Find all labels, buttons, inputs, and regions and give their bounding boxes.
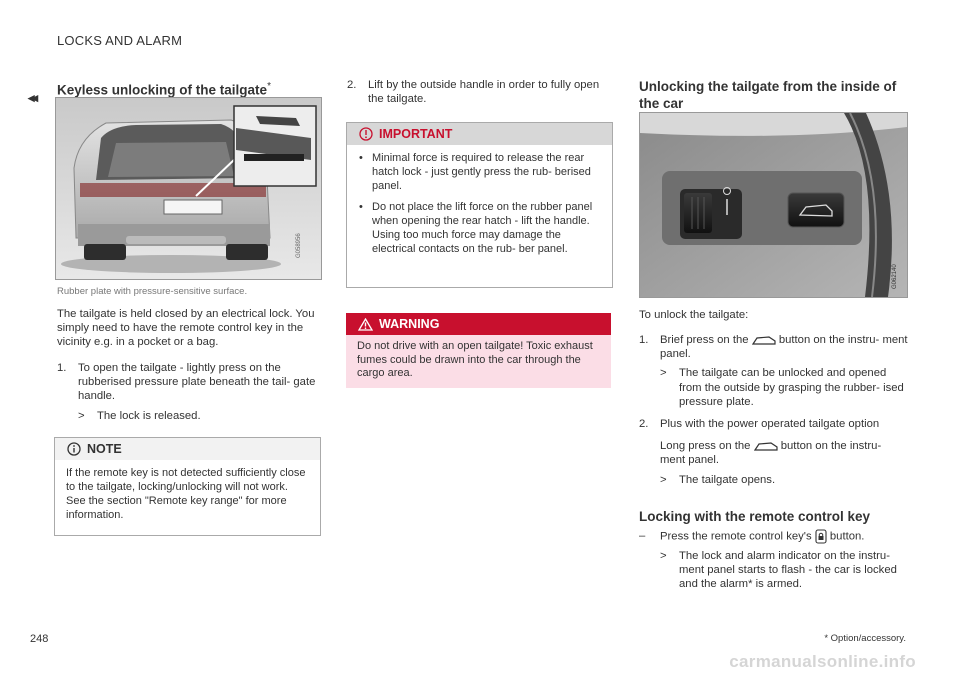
photo-code: G058956 [296, 233, 302, 258]
step-item [639, 529, 909, 592]
key-lock-icon [815, 529, 827, 544]
important-label: IMPORTANT [379, 127, 453, 141]
step-text-post: button. [829, 530, 865, 543]
step-text: Plus with the power operated tailgate option [660, 418, 880, 431]
result-arrow-icon: > [78, 409, 85, 422]
watermark: carmanualsonline.info [729, 652, 916, 671]
warning-box [346, 313, 611, 388]
tailgate-car-icon [752, 335, 776, 346]
step-result [660, 473, 909, 487]
step-number: 1. [639, 334, 649, 346]
step-number: 2. [347, 79, 357, 91]
info-circle-icon [67, 442, 81, 456]
important-list [347, 145, 612, 256]
bullet: • [359, 201, 363, 213]
warning-label: WARNING [379, 317, 440, 331]
step-text-post: button on the instru- ment panel. [660, 440, 882, 467]
step-result [660, 366, 909, 409]
section-title-text: Unlocking the tailgate from the inside of the car [639, 79, 897, 111]
warning-header [346, 313, 611, 335]
important-circle-icon [359, 127, 373, 141]
step-list-3 [639, 333, 909, 493]
car-rear-illustration [56, 98, 321, 279]
result-arrow-icon: > [660, 367, 667, 380]
step-item [57, 361, 319, 423]
result-arrow-icon: > [660, 550, 667, 562]
warning-body: Do not drive with an open tailgate! Toxic exhaust fumes could be drawn into the car through the cargo area. [357, 340, 593, 379]
step-list-1 [57, 361, 319, 429]
step-text: To open the tailgate - lightly press on the rubberised pressure plate beneath the tail- gate handle. [78, 362, 316, 403]
step-number: 1. [57, 362, 67, 374]
note-box [54, 437, 321, 536]
step-text-post: button on the instru- ment panel. [660, 334, 908, 361]
note-label: NOTE [87, 442, 122, 456]
note-header [55, 438, 320, 460]
important-item-text: Do not place the lift force on the rubber panel when opening the rear hatch - lift the handle. Using too much force may damage the electrical contacts on the rub- ber panel. [372, 201, 593, 255]
bullet: • [359, 152, 363, 164]
tailgate-car-icon [754, 441, 778, 452]
step-result [78, 409, 319, 423]
tailgate-photo [55, 97, 322, 280]
step-result-text: The tailgate opens. [679, 473, 776, 486]
inside-intro: To unlock the tailgate: [639, 309, 749, 321]
intro-paragraph: The tailgate is held closed by an electrical lock. You simply need to have the remote control key in the vicinity e.g. in a pocket or a bag. [57, 308, 315, 349]
note-body: If the remote key is not detected sufficiently close to the tailgate, locking/unlocking will not work. See the section "Remote key range" for more information. [66, 467, 306, 521]
section-title-text: Keyless unlocking of the tailgate [57, 82, 268, 98]
step-list-2 [347, 78, 609, 112]
photo-caption: Rubber plate with pressure-sensitive surface. [57, 286, 248, 297]
step-result-text: The tailgate can be unlocked and opened from the outside by grasping the rubber- ised pressure plate. [679, 367, 904, 408]
warning-triangle-icon [358, 318, 373, 331]
section-title-keyless [57, 78, 327, 99]
result-arrow-icon: > [660, 473, 667, 486]
option-asterisk: * [267, 81, 271, 92]
step-list-4 [639, 529, 909, 598]
step-text-pre: Brief press on the [660, 334, 749, 346]
section-title-remote [639, 508, 870, 525]
step-text: Lift by the outside handle in order to fully open the tailgate. [368, 79, 600, 106]
back-chevron-icon[interactable]: ◂◂ [28, 90, 36, 105]
step-item [639, 417, 909, 487]
step-sub-text [660, 439, 909, 467]
step-item [639, 333, 909, 409]
section-title-inside [639, 78, 909, 112]
page-number: 248 [30, 633, 49, 645]
important-box [346, 122, 613, 288]
photo-code: G062140 [892, 264, 898, 289]
important-item-text: Minimal force is required to release the rear hatch lock - just gently press the rub- berised panel. [372, 152, 591, 192]
instrument-panel-photo [639, 112, 908, 298]
step-result-text: The lock and alarm indicator on the instru- ment panel starts to flash - the car is locked and the alarm* is armed. [679, 550, 897, 591]
step-item [347, 78, 609, 106]
step-text-pre: Long press on the [660, 440, 751, 453]
running-header: LOCKS AND ALARM [57, 33, 183, 48]
step-number: 2. [639, 418, 649, 431]
footnote: * Option/accessory. [824, 633, 906, 644]
step-result-text: The lock is released. [97, 409, 201, 422]
important-header [347, 123, 612, 145]
important-item [357, 151, 602, 193]
step-result [660, 549, 909, 592]
step-text-pre: Press the remote control key's [660, 530, 812, 543]
step-number: – [639, 530, 646, 542]
important-item [357, 200, 602, 256]
panel-illustration [640, 113, 907, 297]
section-title-text: Locking with the remote control key [639, 509, 871, 524]
